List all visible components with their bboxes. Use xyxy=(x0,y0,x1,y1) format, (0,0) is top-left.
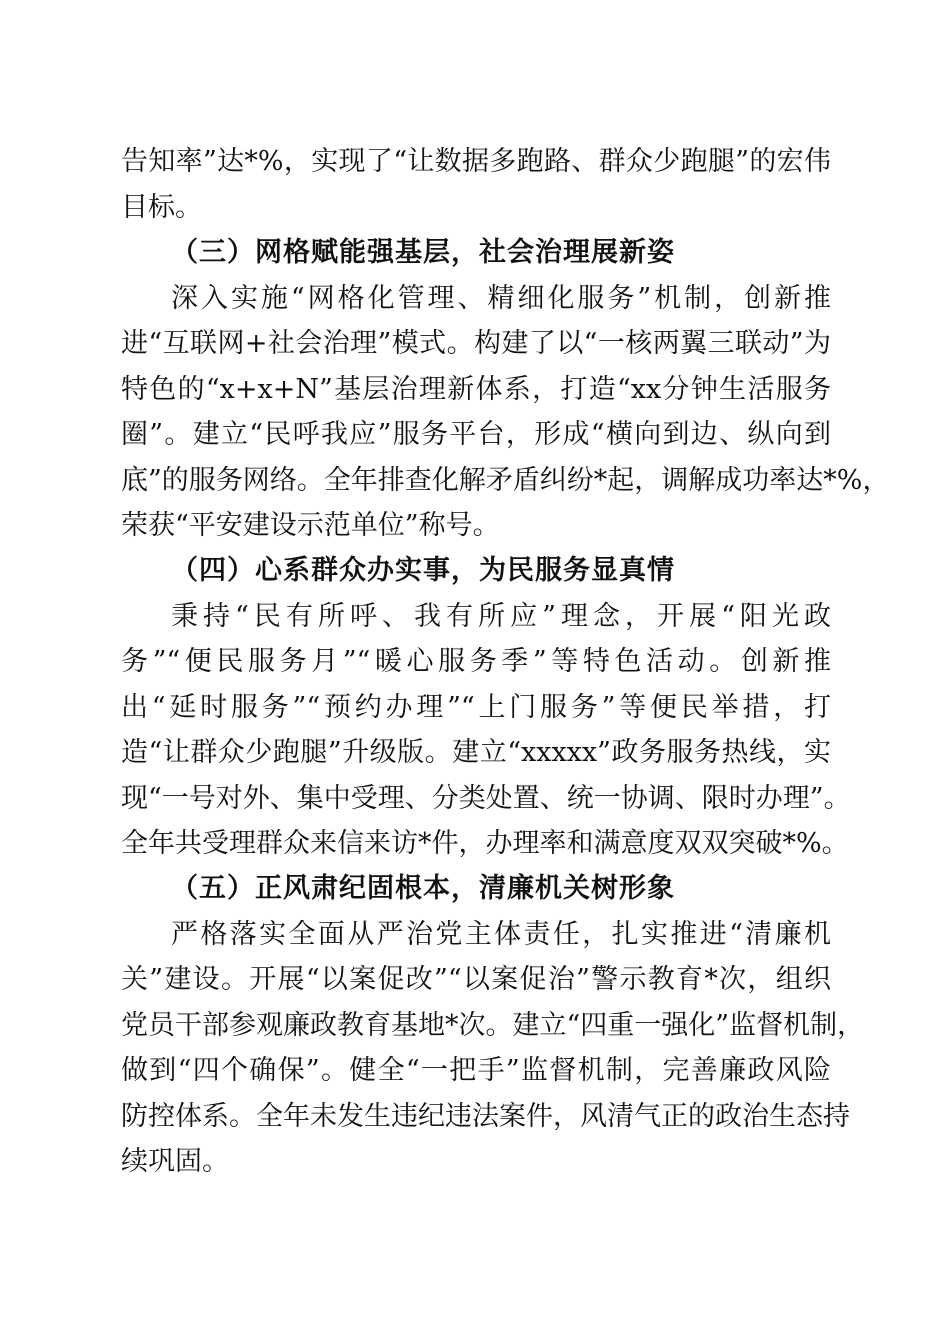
paragraph-line: 续巩固。 xyxy=(121,1146,229,1177)
section-heading-5: （五）正风肃纪固根本，清廉机关树形象 xyxy=(171,873,675,904)
paragraph-line: 造“让群众少跑腿”升级版。建立“xxxxx”政务服务热线，实 xyxy=(121,737,831,768)
paragraph-line: 目标。 xyxy=(121,192,202,223)
paragraph-line: 做到“四个确保”。健全“一把手”监督机制，完善廉政风险 xyxy=(121,1055,831,1086)
paragraph-line: 防控体系。全年未发生违纪违法案件，风清气正的政治生态持 xyxy=(121,1101,850,1132)
paragraph-line: 全年共受理群众来信来访*件，办理率和满意度双双突破*%。 xyxy=(121,828,849,859)
paragraph-line: 荣获“平安建设示范单位”称号。 xyxy=(121,510,500,541)
paragraph-line: 党员干部参观廉政教育基地*次。建立“四重一强化”监督机制， xyxy=(121,1010,865,1041)
paragraph-line: 现“一号对外、集中受理、分类处置、统一协调、限时办理”。 xyxy=(121,783,851,814)
paragraph-line: 进“互联网+社会治理”模式。构建了以“一核两翼三联动”为 xyxy=(121,328,831,359)
paragraph-line: 严格落实全面从严治党主体责任，扎实推进“清廉机 xyxy=(171,919,831,950)
section-heading-3: （三）网格赋能强基层，社会治理展新姿 xyxy=(171,237,675,268)
paragraph-line: 告知率”达*%，实现了“让数据多跑路、群众少跑腿”的宏伟 xyxy=(121,146,831,177)
paragraph-line: 关”建设。开展“以案促改”“以案促治”警示教育*次，组织 xyxy=(121,964,831,995)
paragraph-line: 务”“便民服务月”“暖心服务季”等特色活动。创新推 xyxy=(121,646,831,677)
section-heading-4: （四）心系群众办实事，为民服务显真情 xyxy=(171,555,675,586)
paragraph-line: 特色的“x+x+N”基层治理新体系，打造“xx分钟生活服务 xyxy=(121,374,831,405)
paragraph-line: 出“延时服务”“预约办理”“上门服务”等便民举措，打 xyxy=(121,692,831,723)
paragraph-line: 圈”。建立“民呼我应”服务平台，形成“横向到边、纵向到 xyxy=(121,419,831,450)
paragraph-line: 深入实施“网格化管理、精细化服务”机制，创新推 xyxy=(171,283,831,314)
paragraph-line: 底”的服务网络。全年排查化解矛盾纠纷*起，调解成功率达*%， xyxy=(121,465,890,496)
paragraph-line: 秉持“民有所呼、我有所应”理念，开展“阳光政 xyxy=(171,601,831,632)
